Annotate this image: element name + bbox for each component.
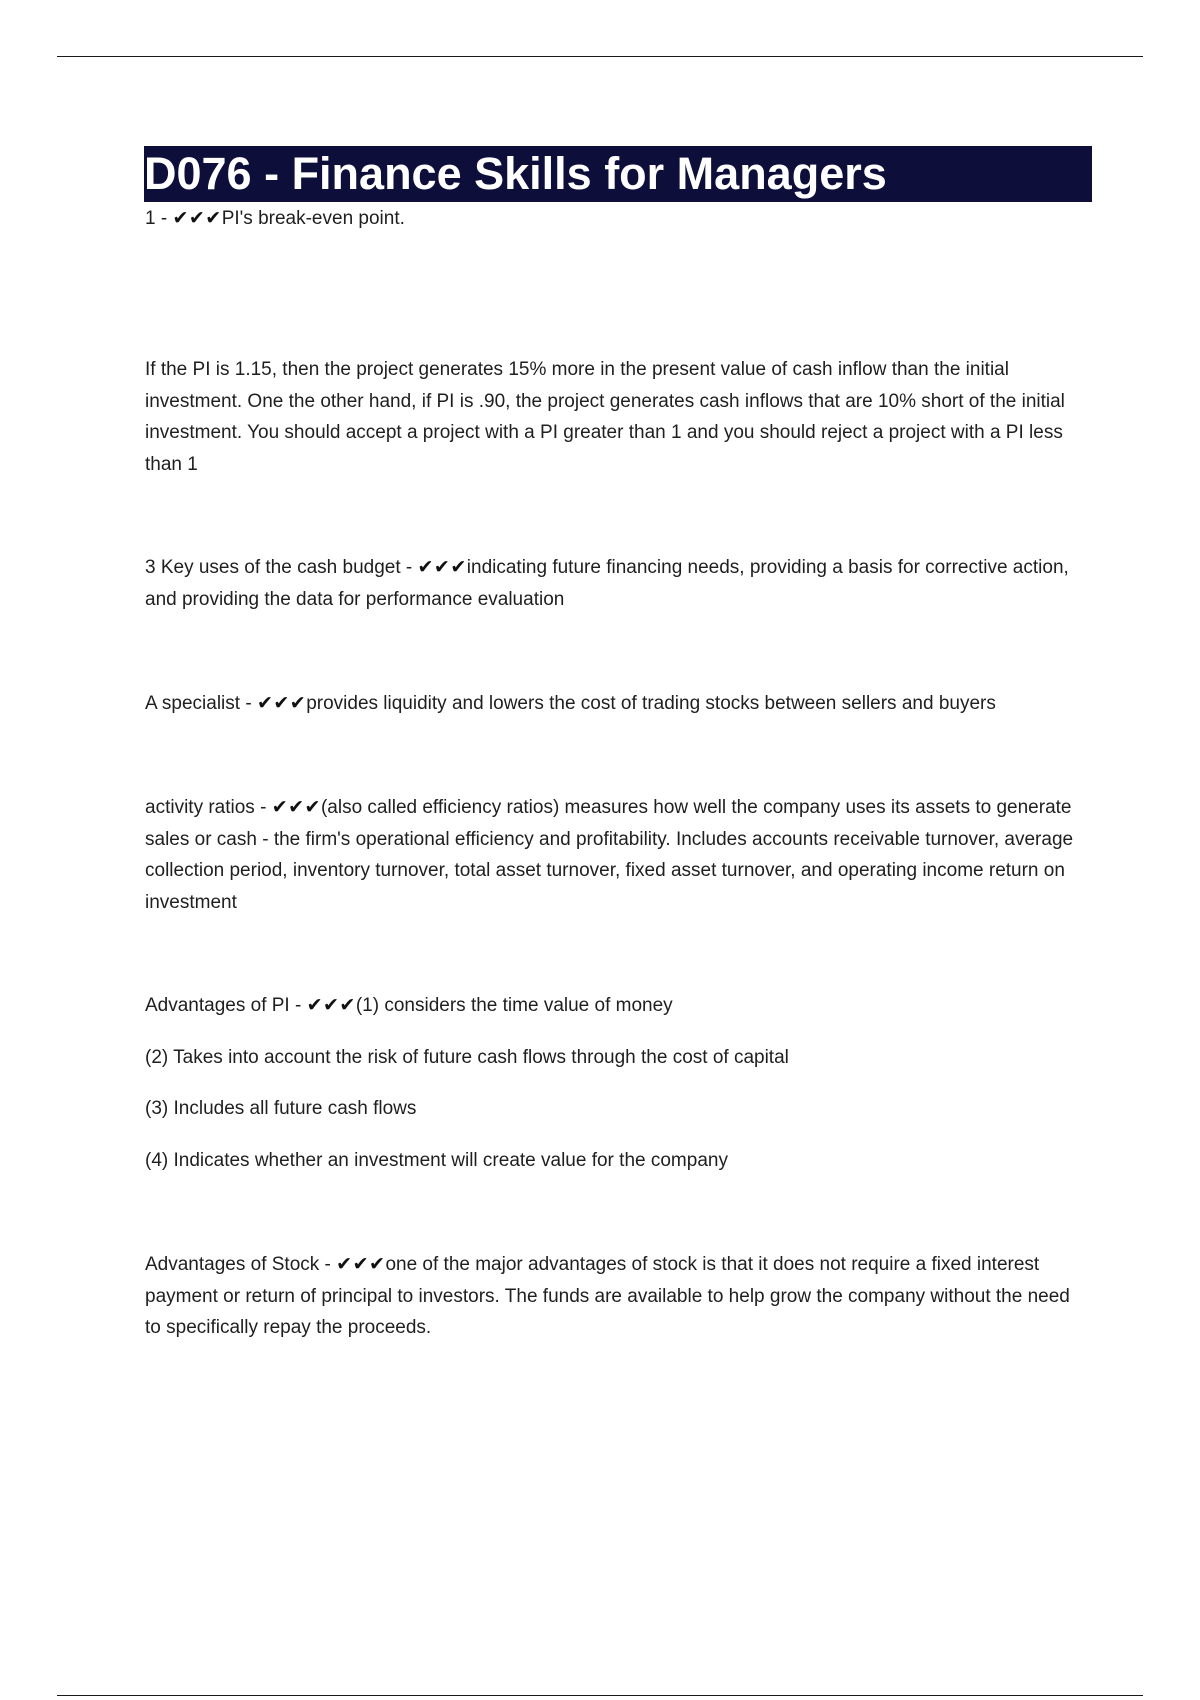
entry-pi-break-even [145, 203, 1090, 235]
entry-term: 1 - [145, 208, 173, 229]
entry-term: A specialist - [145, 693, 257, 714]
entry-answer: PI's break-even point. [221, 208, 405, 229]
header-rule [57, 56, 1143, 57]
check-marks-icon: ✔✔✔ [256, 692, 307, 714]
entry-answer: indicating future financing needs, providing a basis for corrective action, and providing the data for performance evaluation [145, 557, 1069, 610]
entry-term: Advantages of Stock - [145, 1254, 337, 1275]
entry-text [145, 688, 1090, 720]
entry-cash-budget-uses [145, 552, 1090, 615]
list-item: (3) Includes all future cash flows [145, 1098, 417, 1119]
entry-advantages-of-pi [145, 990, 1090, 1176]
list-item: (2) Takes into account the risk of future cash flows through the cost of capital [145, 1046, 789, 1068]
entry-text [145, 203, 1090, 235]
document-title: D076 - Finance Skills for Managers [144, 146, 1092, 202]
entry-advantages-of-stock [145, 1249, 1090, 1344]
entry-text [145, 792, 1090, 918]
entry-term: activity ratios - [145, 797, 272, 818]
check-marks-icon: ✔✔✔ [336, 1253, 386, 1275]
entry-text [145, 552, 1090, 615]
entry-activity-ratios [145, 792, 1090, 918]
check-marks-icon: ✔✔✔ [172, 207, 222, 229]
entry-answer: (also called efficiency ratios) measures how well the company uses its assets to generate sales or cash - the firm's operational efficiency and profitability. Includes accounts receivable turnover, average collection period, inventory turnover, total asset turnover, fixed asset turnover, and operating income return on investment [145, 797, 1074, 913]
entry-specialist [145, 688, 1090, 720]
entry-answer: one of the major advantages of stock is that it does not require a fixed interest payment or return of principal to investors. The funds are available to help grow the company without the need to specifically repay the proceeds. [145, 1254, 1070, 1338]
list-item: (4) Indicates whether an investment will create value for the company [145, 1149, 728, 1171]
check-marks-icon: ✔✔✔ [306, 994, 356, 1016]
entry-text [145, 1249, 1090, 1344]
entry-pi-explanation [145, 354, 1090, 480]
check-marks-icon: ✔✔✔ [417, 556, 467, 578]
footer-rule [57, 1695, 1143, 1696]
check-marks-icon: ✔✔✔ [271, 796, 321, 818]
entry-term: Advantages of PI - [145, 995, 307, 1016]
entry-answer: provides liquidity and lowers the cost of trading stocks between sellers and buyers [306, 693, 996, 714]
entry-text [145, 990, 1090, 1022]
entry-term: 3 Key uses of the cash budget - [145, 557, 418, 578]
entry-text: If the PI is 1.15, then the project generates 15% more in the present value of cash inflow than the initial investment. One the other hand, if PI is .90, the project generates cash inflows that are 10% short of the initial investment. You should accept a project with a PI greater than 1 and you should reject a project with a PI less than 1 [145, 359, 1065, 475]
entry-answer: (1) considers the time value of money [355, 995, 673, 1016]
